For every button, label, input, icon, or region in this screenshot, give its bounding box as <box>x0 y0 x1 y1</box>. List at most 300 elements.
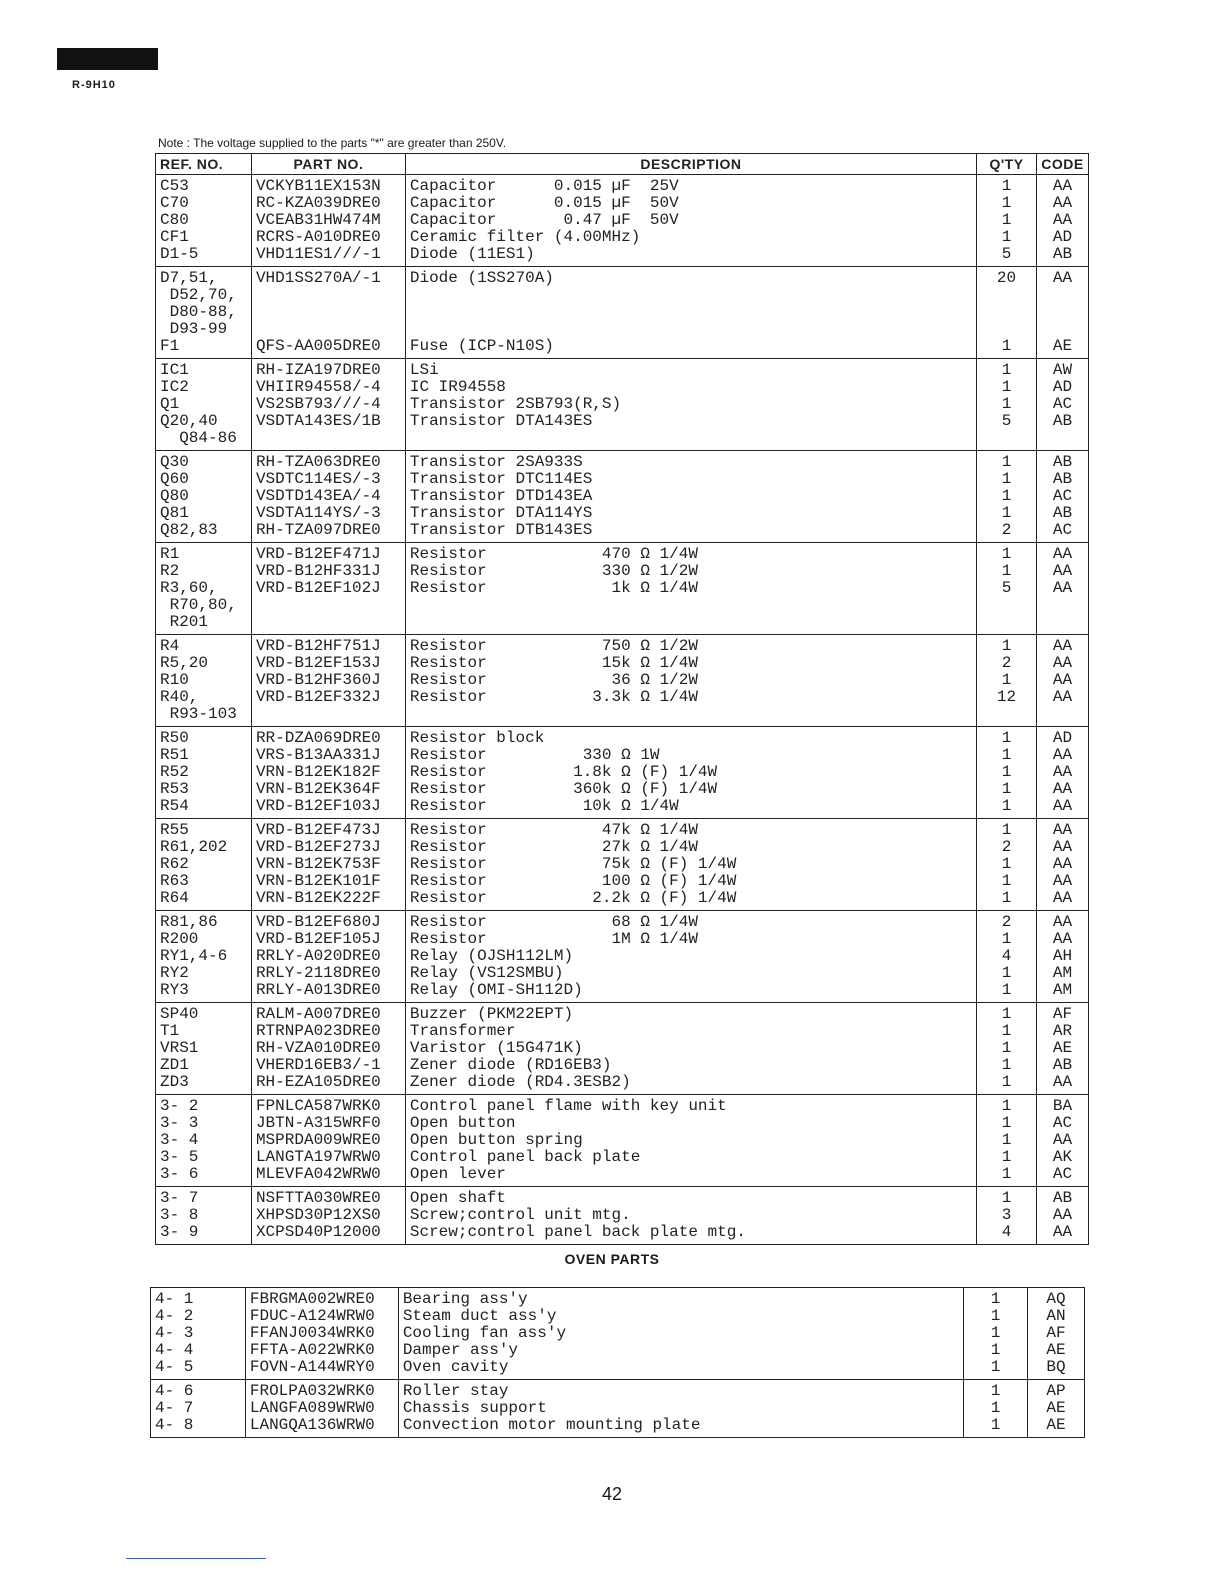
cell-line: AA <box>1052 579 1073 597</box>
cell-line: Transistor 2SB793(R,S) <box>409 395 622 413</box>
cell-line: Transistor DTD143EA <box>409 487 593 505</box>
part-no-cell <box>251 1187 405 1245</box>
qty-cell <box>964 1380 1028 1438</box>
part-group <box>156 1187 1089 1245</box>
cell-line: 4- 8 <box>155 1416 194 1434</box>
cell-line: 4- 6 <box>155 1382 194 1400</box>
cell-line: 1 <box>1001 395 1012 413</box>
ref-cell <box>156 1187 252 1245</box>
cell-line <box>410 430 972 447</box>
cell-line: AA <box>1052 269 1073 287</box>
cell-line: 4- 5 <box>155 1358 194 1376</box>
cell-line: RH-EZA105DRE0 <box>255 1073 381 1091</box>
part-group <box>156 175 1089 267</box>
table-row <box>156 1003 1089 1095</box>
cell-line: Relay (OMI-SH112D) <box>409 981 583 999</box>
cell-line: 1 <box>1001 378 1012 396</box>
cell-line: Resistor 470 Ω 1/4W <box>409 545 698 563</box>
cell-line <box>981 597 1032 614</box>
cell-line <box>410 287 972 304</box>
part-no-cell <box>251 175 405 267</box>
description-cell <box>405 1095 976 1187</box>
cell-line: Q60 <box>160 470 189 488</box>
cell-line: AA <box>1052 545 1073 563</box>
cell-line: R40, <box>160 688 199 706</box>
cell-line: ZD1 <box>160 1056 189 1074</box>
cell-line <box>410 706 972 723</box>
cell-line: Chassis support <box>402 1399 547 1417</box>
cell-line: Convection motor mounting plate <box>402 1416 701 1434</box>
part-no-cell <box>251 267 405 359</box>
part-no-cell <box>251 451 405 543</box>
cell-line: MSPRDA009WRE0 <box>255 1131 381 1149</box>
cell-line: AA <box>1052 654 1073 672</box>
cell-line: NSFTTA030WRE0 <box>255 1189 381 1207</box>
cell-line: 1 <box>1001 763 1012 781</box>
cell-line: 1 <box>1001 1039 1012 1057</box>
cell-line: Resistor 330 Ω 1W <box>409 746 660 764</box>
cell-line: R201 <box>160 613 209 631</box>
cell-line: 4- 2 <box>155 1307 194 1325</box>
cell-line: 1 <box>1001 1005 1012 1023</box>
cell-line: AD <box>1052 378 1073 396</box>
cell-line: Transistor DTC114ES <box>409 470 593 488</box>
cell-line: D80-88, <box>160 303 237 321</box>
cell-line <box>1041 614 1084 631</box>
cell-line: C80 <box>160 211 189 229</box>
cell-line: 1 <box>1001 562 1012 580</box>
code-cell <box>1036 451 1088 543</box>
table-row <box>156 635 1089 727</box>
code-cell <box>1036 1187 1088 1245</box>
cell-line: AD <box>1052 729 1073 747</box>
cell-line: VRN-B12EK364F <box>255 780 381 798</box>
cell-line <box>981 706 1032 723</box>
cell-line: Resistor 1M Ω 1/4W <box>409 930 698 948</box>
cell-line: 1 <box>990 1416 1001 1434</box>
cell-line: R63 <box>160 872 189 890</box>
part-no-cell <box>251 819 405 911</box>
model-number: R-9H10 <box>72 79 116 91</box>
cell-line: VHERD16EB3/-1 <box>255 1056 381 1074</box>
header-description: DESCRIPTION <box>405 154 976 175</box>
cell-line: Transformer <box>409 1022 516 1040</box>
cell-line: 1 <box>1001 545 1012 563</box>
part-group <box>156 451 1089 543</box>
cell-line: R3,60, <box>160 579 218 597</box>
cell-line: AA <box>1052 746 1073 764</box>
cell-line: F1 <box>160 337 180 355</box>
cell-line: VRD-B12EF153J <box>255 654 381 672</box>
cell-line: 3- 3 <box>160 1114 199 1132</box>
cell-line: 1 <box>1001 1022 1012 1040</box>
cell-line: AA <box>1052 780 1073 798</box>
cell-line: AA <box>1052 671 1073 689</box>
cell-line: 1 <box>1001 194 1012 212</box>
cell-line: 3 <box>1001 1206 1012 1224</box>
description-cell <box>405 451 976 543</box>
cell-line: XHPSD30P12XS0 <box>255 1206 381 1224</box>
cell-line <box>256 597 401 614</box>
cell-line: 1 <box>1001 1073 1012 1091</box>
cell-line: VRN-B12EK101F <box>255 872 381 890</box>
cell-line: 1 <box>1001 1114 1012 1132</box>
cell-line: 3- 9 <box>160 1223 199 1241</box>
cell-line: 1 <box>1001 746 1012 764</box>
cell-line: D1-5 <box>160 245 199 263</box>
cell-line: SP40 <box>160 1005 199 1023</box>
cell-line: 2 <box>1001 521 1012 539</box>
cell-line: 1 <box>990 1307 1001 1325</box>
description-cell <box>405 267 976 359</box>
cell-line: RR-DZA069DRE0 <box>255 729 381 747</box>
cell-line: FFANJ0034WRK0 <box>249 1324 375 1342</box>
cell-line <box>981 430 1032 447</box>
code-cell <box>1036 1095 1088 1187</box>
code-cell <box>1028 1288 1085 1380</box>
code-cell <box>1036 267 1088 359</box>
cell-line: AE <box>1052 337 1073 355</box>
code-cell <box>1036 359 1088 451</box>
cell-line: AA <box>1052 797 1073 815</box>
cell-line: VRD-B12EF471J <box>255 545 381 563</box>
cell-line: AB <box>1052 1189 1073 1207</box>
cell-line: R5,20 <box>160 654 209 672</box>
cell-line: RC-KZA039DRE0 <box>255 194 381 212</box>
cell-line: Resistor 1k Ω 1/4W <box>409 579 698 597</box>
cell-line: AA <box>1052 838 1073 856</box>
cell-line: 1 <box>990 1358 1001 1376</box>
cell-line: VRN-B12EK753F <box>255 855 381 873</box>
cell-line: 1 <box>1001 981 1012 999</box>
part-group <box>156 543 1089 635</box>
cell-line: Q20,40 <box>160 412 218 430</box>
cell-line: VSDTC114ES/-3 <box>255 470 381 488</box>
cell-line: AB <box>1052 453 1073 471</box>
cell-line: T1 <box>160 1022 180 1040</box>
cell-line: RRLY-2118DRE0 <box>255 964 381 982</box>
cell-line: Transistor DTA143ES <box>409 412 593 430</box>
header-black-bar <box>57 48 158 70</box>
cell-line: C70 <box>160 194 189 212</box>
cell-line: 5 <box>1001 245 1012 263</box>
cell-line: 4 <box>1001 1223 1012 1241</box>
header-part-no: PART NO. <box>251 154 405 175</box>
qty-cell <box>977 267 1037 359</box>
cell-line: FFTA-A022WRK0 <box>249 1341 375 1359</box>
qty-cell <box>977 359 1037 451</box>
cell-line: 1 <box>1001 855 1012 873</box>
cell-line: VHIIR94558/-4 <box>255 378 381 396</box>
cell-line: Resistor 15k Ω 1/4W <box>409 654 698 672</box>
code-cell <box>1028 1380 1085 1438</box>
qty-cell <box>977 1187 1037 1245</box>
table-row <box>156 1095 1089 1187</box>
cell-line: Screw;control panel back plate mtg. <box>409 1223 746 1241</box>
cell-line: 1 <box>1001 930 1012 948</box>
cell-line: VSDTD143EA/-4 <box>255 487 381 505</box>
cell-line: Cooling fan ass'y <box>402 1324 567 1342</box>
table-header-row <box>156 154 1089 175</box>
cell-line: VRN-B12EK182F <box>255 763 381 781</box>
cell-line: VSDTA143ES/1B <box>255 412 381 430</box>
cell-line: R64 <box>160 889 189 907</box>
cell-line: Q81 <box>160 504 189 522</box>
cell-line: Open button spring <box>409 1131 583 1149</box>
cell-line: R52 <box>160 763 189 781</box>
cell-line: AA <box>1052 872 1073 890</box>
ref-cell <box>156 1095 252 1187</box>
cell-line <box>256 430 401 447</box>
cell-line: FPNLCA587WRK0 <box>255 1097 381 1115</box>
cell-line: 4- 7 <box>155 1399 194 1417</box>
cell-line: RH-TZA097DRE0 <box>255 521 381 539</box>
cell-line: Q84-86 <box>160 429 237 447</box>
description-cell <box>405 911 976 1003</box>
cell-line: RY1,4-6 <box>160 947 228 965</box>
part-group <box>156 911 1089 1003</box>
cell-line: FBRGMA002WRE0 <box>249 1290 375 1308</box>
cell-line: VRS1 <box>160 1039 199 1057</box>
ref-cell <box>156 267 252 359</box>
cell-line: AD <box>1052 228 1073 246</box>
cell-line: Resistor 47k Ω 1/4W <box>409 821 698 839</box>
cell-line: VRD-B12EF332J <box>255 688 381 706</box>
cell-line: Bearing ass'y <box>402 1290 528 1308</box>
cell-line: Open lever <box>409 1165 506 1183</box>
cell-line: 1 <box>1001 470 1012 488</box>
table-row <box>156 911 1089 1003</box>
cell-line: VHD11ES1///-1 <box>255 245 381 263</box>
cell-line: VRD-B12EF105J <box>255 930 381 948</box>
cell-line: FDUC-A124WRW0 <box>249 1307 375 1325</box>
cell-line: 3- 8 <box>160 1206 199 1224</box>
cell-line: AA <box>1052 1206 1073 1224</box>
cell-line: RCRS-A010DRE0 <box>255 228 381 246</box>
cell-line <box>256 287 401 304</box>
cell-line: 2 <box>1001 913 1012 931</box>
cell-line: 2 <box>1001 838 1012 856</box>
cell-line: VRD-B12HF360J <box>255 671 381 689</box>
cell-line: 1 <box>1001 889 1012 907</box>
cell-line: Capacitor 0.015 µF 50V <box>409 194 679 212</box>
code-cell <box>1036 727 1088 819</box>
part-group <box>151 1288 1085 1380</box>
cell-line <box>1041 321 1084 338</box>
part-group <box>151 1380 1085 1438</box>
part-group <box>156 1095 1089 1187</box>
cell-line <box>256 304 401 321</box>
cell-line: AA <box>1052 763 1073 781</box>
ref-cell <box>156 175 252 267</box>
cell-line: Q80 <box>160 487 189 505</box>
cell-line: 1 <box>1001 177 1012 195</box>
cell-line: 1 <box>1001 1097 1012 1115</box>
cell-line: Transistor DTA114YS <box>409 504 593 522</box>
cell-line: BQ <box>1046 1358 1066 1376</box>
cell-line: AE <box>1052 1039 1073 1057</box>
cell-line: VRD-B12EF273J <box>255 838 381 856</box>
cell-line: 3- 5 <box>160 1148 199 1166</box>
ref-cell <box>156 819 252 911</box>
cell-line: LANGTA197WRW0 <box>255 1148 381 1166</box>
cell-line: Control panel flame with key unit <box>409 1097 727 1115</box>
cell-line: AA <box>1052 194 1073 212</box>
cell-line: 3- 4 <box>160 1131 199 1149</box>
description-cell <box>405 1003 976 1095</box>
cell-line: 1 <box>1001 964 1012 982</box>
cell-line: R53 <box>160 780 189 798</box>
cell-line: AK <box>1052 1148 1073 1166</box>
ref-cell <box>156 1003 252 1095</box>
cell-line: BA <box>1052 1097 1073 1115</box>
cell-line: 5 <box>1001 579 1012 597</box>
qty-cell <box>977 451 1037 543</box>
footer-rule <box>126 1558 266 1559</box>
cell-line: R81,86 <box>160 913 218 931</box>
cell-line: 1 <box>1001 504 1012 522</box>
cell-line: R93-103 <box>160 705 237 723</box>
cell-line: VCKYB11EX153N <box>255 177 381 195</box>
cell-line: 1 <box>1001 729 1012 747</box>
cell-line: 1 <box>990 1290 1001 1308</box>
cell-line: 1 <box>990 1399 1001 1417</box>
cell-line: JBTN-A315WRF0 <box>255 1114 381 1132</box>
cell-line: 3- 6 <box>160 1165 199 1183</box>
cell-line: AE <box>1046 1416 1066 1434</box>
cell-line: 1 <box>1001 671 1012 689</box>
cell-line: R4 <box>160 637 180 655</box>
cell-line: RALM-A007DRE0 <box>255 1005 381 1023</box>
code-cell <box>1036 543 1088 635</box>
part-no-cell <box>251 1095 405 1187</box>
cell-line: VRD-B12EF103J <box>255 797 381 815</box>
cell-line: Resistor 2.2k Ω (F) 1/4W <box>409 889 737 907</box>
table-row <box>156 819 1089 911</box>
part-group <box>156 1003 1089 1095</box>
header-qty: Q'TY <box>977 154 1037 175</box>
cell-line: IC1 <box>160 361 189 379</box>
cell-line: Roller stay <box>402 1382 509 1400</box>
cell-line: LANGFA089WRW0 <box>249 1399 375 1417</box>
cell-line: 5 <box>1001 412 1012 430</box>
cell-line: 4- 1 <box>155 1290 194 1308</box>
cell-line: 1 <box>1001 1148 1012 1166</box>
description-cell <box>405 1187 976 1245</box>
description-cell <box>405 359 976 451</box>
cell-line: R62 <box>160 855 189 873</box>
part-no-cell <box>251 911 405 1003</box>
code-cell <box>1036 635 1088 727</box>
oven-parts-table <box>150 1287 1085 1438</box>
description-cell <box>398 1380 963 1438</box>
code-cell <box>1036 819 1088 911</box>
cell-line: Damper ass'y <box>402 1341 519 1359</box>
cell-line: Fuse (ICP-N10S) <box>409 337 554 355</box>
table-row <box>156 175 1089 267</box>
cell-line: Zener diode (RD16EB3) <box>409 1056 612 1074</box>
cell-line: Buzzer (PKM22EPT) <box>409 1005 574 1023</box>
cell-line: Capacitor 0.47 µF 50V <box>409 211 679 229</box>
cell-line: 1 <box>990 1324 1001 1342</box>
cell-line: AC <box>1052 1114 1073 1132</box>
cell-line: AC <box>1052 487 1073 505</box>
cell-line: XCPSD40P12000 <box>255 1223 381 1241</box>
cell-line: RTRNPA023DRE0 <box>255 1022 381 1040</box>
qty-cell <box>977 1095 1037 1187</box>
qty-cell <box>977 1003 1037 1095</box>
cell-line: Open button <box>409 1114 516 1132</box>
cell-line: AA <box>1052 1131 1073 1149</box>
cell-line: Varistor (15G471K) <box>409 1039 583 1057</box>
part-no-cell <box>251 1003 405 1095</box>
cell-line: IC IR94558 <box>409 378 506 396</box>
cell-line: Control panel back plate <box>409 1148 641 1166</box>
table-row <box>156 543 1089 635</box>
cell-line: AA <box>1052 1223 1073 1241</box>
part-group <box>156 635 1089 727</box>
cell-line: Resistor 27k Ω 1/4W <box>409 838 698 856</box>
cell-line: FOVN-A144WRY0 <box>249 1358 375 1376</box>
cell-line: 4- 3 <box>155 1324 194 1342</box>
cell-line: 1 <box>1001 487 1012 505</box>
cell-line: AH <box>1052 947 1073 965</box>
cell-line: 12 <box>996 688 1017 706</box>
cell-line: Q1 <box>160 395 180 413</box>
cell-line: AA <box>1052 930 1073 948</box>
table-row <box>156 1187 1089 1245</box>
cell-line: R10 <box>160 671 189 689</box>
cell-line: AF <box>1052 1005 1073 1023</box>
cell-line: 1 <box>1001 337 1012 355</box>
cell-line: RH-VZA010DRE0 <box>255 1039 381 1057</box>
code-cell <box>1036 911 1088 1003</box>
oven-parts-heading: OVEN PARTS <box>564 1251 660 1267</box>
part-group <box>156 819 1089 911</box>
header-code: CODE <box>1036 154 1088 175</box>
cell-line: AW <box>1052 361 1073 379</box>
qty-cell <box>977 727 1037 819</box>
cell-line: Ceramic filter (4.00MHz) <box>409 228 641 246</box>
cell-line: 1 <box>1001 797 1012 815</box>
cell-line: AC <box>1052 521 1073 539</box>
table-row <box>151 1288 1085 1380</box>
cell-line: VRD-B12EF680J <box>255 913 381 931</box>
cell-line: VRD-B12EF102J <box>255 579 381 597</box>
cell-line: AA <box>1052 211 1073 229</box>
cell-line: 4- 4 <box>155 1341 194 1359</box>
ref-cell <box>151 1288 246 1380</box>
cell-line <box>256 706 401 723</box>
cell-line: 1 <box>1001 1056 1012 1074</box>
cell-line: Oven cavity <box>402 1358 509 1376</box>
cell-line: AA <box>1052 177 1073 195</box>
cell-line: C53 <box>160 177 189 195</box>
part-group <box>156 267 1089 359</box>
cell-line: AN <box>1046 1307 1066 1325</box>
cell-line: R70,80, <box>160 596 237 614</box>
cell-line: AB <box>1052 245 1073 263</box>
qty-cell <box>977 819 1037 911</box>
cell-line: 1 <box>1001 780 1012 798</box>
cell-line <box>981 321 1032 338</box>
cell-line: Transistor DTB143ES <box>409 521 593 539</box>
ref-cell <box>156 543 252 635</box>
qty-cell <box>977 175 1037 267</box>
cell-line <box>410 597 972 614</box>
code-cell <box>1036 1003 1088 1095</box>
header-ref-no: REF. NO. <box>156 154 252 175</box>
